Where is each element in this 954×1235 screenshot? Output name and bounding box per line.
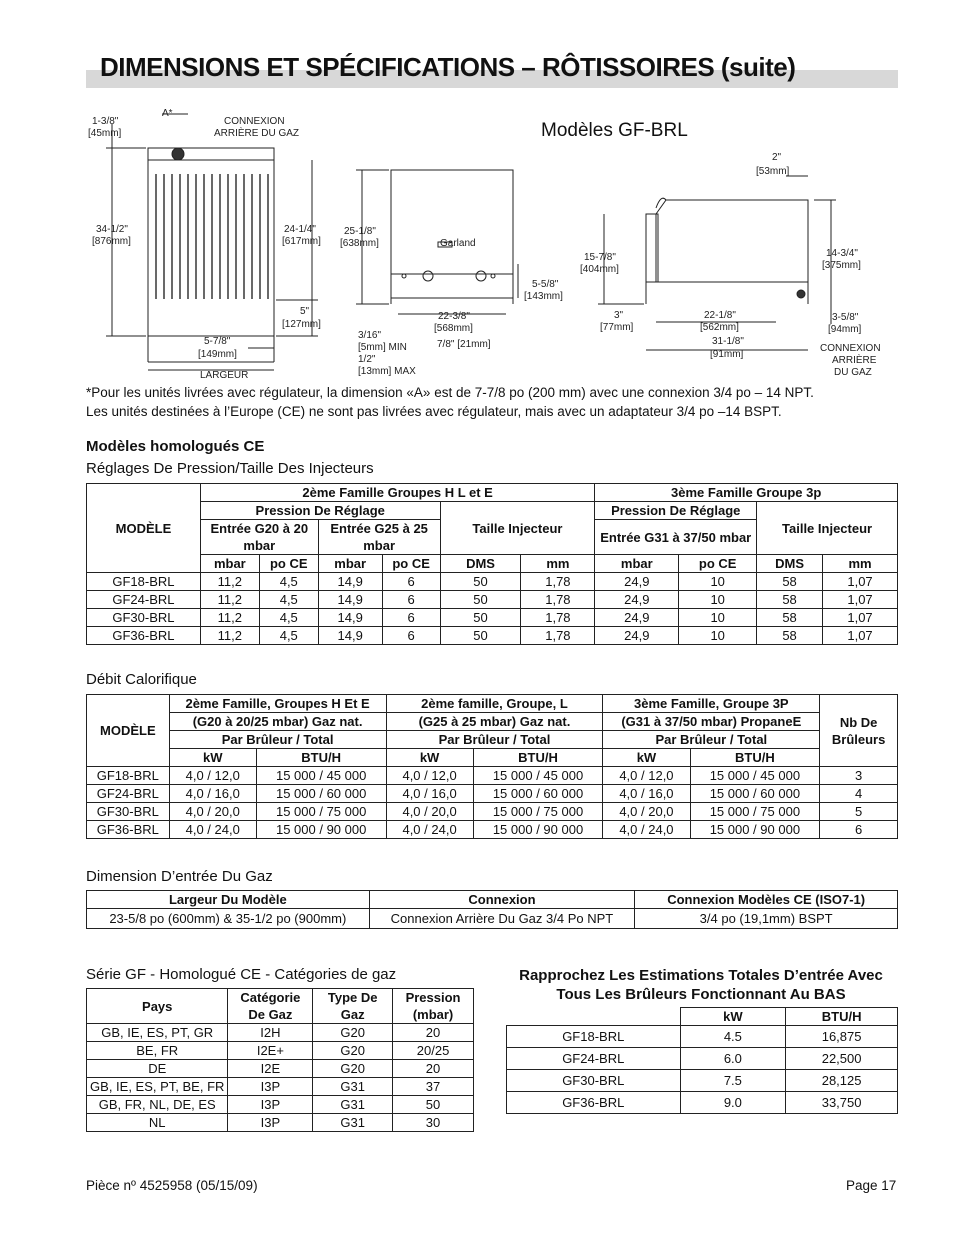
dim-label: 1-3/8" [92, 116, 119, 127]
unit-header: mbar [595, 555, 679, 573]
table-cell: 6 [382, 573, 440, 591]
table-cell: Connexion Arrière Du Gaz 3/4 Po NPT [369, 909, 635, 929]
header-per-burner: Par Brûleur / Total [169, 731, 386, 749]
table-cell: 24,9 [595, 627, 679, 645]
table-cell: G20 [313, 1042, 393, 1060]
header-gas-type: Type De Gaz [313, 989, 393, 1024]
row-label: GF18-BRL [87, 573, 201, 591]
unit-header: mbar [200, 555, 259, 573]
table-cell: 1,78 [521, 609, 595, 627]
header-kw: kW [680, 1008, 786, 1026]
page-number: Page 17 [846, 1178, 897, 1193]
unit-header: po CE [259, 555, 318, 573]
table-cell: 11,2 [200, 573, 259, 591]
header-category: Catégorie De Gaz [228, 989, 313, 1024]
table-cell: 22,500 [786, 1048, 898, 1070]
dim-label: 31-1/8" [712, 336, 744, 347]
table-cell: 15 000 / 60 000 [256, 785, 386, 803]
table-cell: 33,750 [786, 1092, 898, 1114]
table-cell: 4,5 [259, 591, 318, 609]
col-burners: Nb De Brûleurs [820, 695, 898, 767]
header-btu: BTU/H [786, 1008, 898, 1026]
dim-label: [876mm] [92, 236, 131, 247]
header-group2: 2ème famille, Groupe, L [386, 695, 603, 713]
dim-label: [94mm] [828, 324, 862, 335]
header-fam3: 3ème Famille Groupe 3p [595, 484, 898, 502]
table-cell: 20 [393, 1060, 474, 1078]
models-heading: Modèles GF-BRL [541, 120, 688, 141]
table-cell: 1,07 [823, 591, 898, 609]
dim-label: [404mm] [580, 264, 619, 275]
dim-label: 3" [614, 310, 624, 321]
table-cell: I3P [228, 1096, 313, 1114]
pressure-table [86, 483, 898, 645]
dim-label: 5-7/8" [204, 336, 231, 347]
dim-label: [149mm] [198, 349, 237, 360]
approx-table-body [507, 1026, 898, 1114]
table-cell: 11,2 [200, 591, 259, 609]
row-label: GF36-BRL [507, 1092, 681, 1114]
table-cell: 15 000 / 90 000 [473, 821, 603, 839]
table-cell: 15 000 / 90 000 [690, 821, 820, 839]
dim-label: LARGEUR [200, 370, 249, 381]
table-row [87, 803, 898, 821]
table-row [87, 767, 898, 785]
side-front-body [391, 170, 513, 298]
table-row [507, 1048, 898, 1070]
dimension-diagram [86, 104, 898, 384]
table-cell: 50 [440, 609, 521, 627]
dim-label: 5-5/8" [532, 279, 559, 290]
table-cell: I2H [228, 1024, 313, 1042]
note-line-2: Les unités destinées à l’Europe (CE) ne sont pas livrées avec régulateur, mais avec un adaptateur 3/4 po –14 BSPT. [86, 404, 782, 419]
front-view-body [148, 160, 274, 336]
category-table-body [87, 1024, 474, 1132]
table-cell: 4,0 / 24,0 [603, 821, 690, 839]
unit-header: mbar [318, 555, 382, 573]
row-label: DE [87, 1060, 228, 1078]
page-title: DIMENSIONS ET SPÉCIFICATIONS – RÔTISSOIRES (suite) [100, 52, 796, 82]
table-row [87, 591, 898, 609]
dim-label: DU GAZ [834, 367, 872, 378]
header-g25: Entrée G25 à 25 mbar [318, 520, 440, 555]
header-sub3: (G31 à 37/50 mbar) PropaneE [603, 713, 820, 731]
dim-label: 24-1/4" [284, 224, 316, 235]
table-cell: 23-5/8 po (600mm) & 35-1/2 po (900mm) [87, 909, 370, 929]
dim-label: [568mm] [434, 323, 473, 334]
row-label: GF24-BRL [87, 591, 201, 609]
table-cell: 4,0 / 12,0 [169, 767, 256, 785]
table-cell: 10 [679, 591, 757, 609]
table-cell: 4,0 / 20,0 [603, 803, 690, 821]
unit-header: mm [521, 555, 595, 573]
header-connection: Connexion [369, 891, 635, 909]
table-cell: 4,5 [259, 609, 318, 627]
dim-label: [45mm] [88, 128, 122, 139]
dim-label: 7/8" [21mm] [437, 339, 491, 350]
table-cell: G31 [313, 1078, 393, 1096]
table-cell: 28,125 [786, 1070, 898, 1092]
dim-label: 22-3/8" [438, 311, 470, 322]
table-cell: 1,78 [521, 573, 595, 591]
table-cell: 6.0 [680, 1048, 786, 1070]
row-label: GF36-BRL [87, 627, 201, 645]
table-cell: 50 [440, 627, 521, 645]
row-label: GF24-BRL [507, 1048, 681, 1070]
table-cell: 4,0 / 16,0 [169, 785, 256, 803]
dim-label: [77mm] [600, 322, 634, 333]
table-row [87, 609, 898, 627]
header-taille: Taille Injecteur [440, 502, 595, 555]
header-sub2: (G25 à 25 mbar) Gaz nat. [386, 713, 603, 731]
header-pression: Pression De Réglage [200, 502, 440, 520]
table-cell: 4,0 / 12,0 [386, 767, 473, 785]
dim-label: 3/16" [358, 330, 382, 341]
unit-kw: kW [169, 749, 256, 767]
pressure-heading: Réglages De Pression/Taille Des Injecteurs [86, 460, 374, 477]
table-row [87, 785, 898, 803]
table-cell: 14,9 [318, 573, 382, 591]
table-cell: 4,0 / 24,0 [169, 821, 256, 839]
row-label: BE, FR [87, 1042, 228, 1060]
table-cell: 6 [382, 627, 440, 645]
side-view-body [656, 200, 808, 282]
dim-label: [13mm] MAX [358, 366, 416, 377]
dim-label: [143mm] [524, 291, 563, 302]
brand-label: Garland [440, 238, 476, 249]
dim-label: 3-5/8" [832, 312, 859, 323]
dim-label: 25-1/8" [344, 226, 376, 237]
header-pression: Pression De Réglage [595, 502, 757, 520]
table-row [507, 1092, 898, 1114]
dim-label: 15-7/8" [584, 252, 616, 263]
row-label: NL [87, 1114, 228, 1132]
table-cell: 15 000 / 45 000 [473, 767, 603, 785]
table-cell: 15 000 / 60 000 [473, 785, 603, 803]
part-number: Pièce nº 4525958 (05/15/09) [86, 1178, 258, 1193]
dim-label: 1/2" [358, 354, 376, 365]
table-cell: 6 [820, 821, 898, 839]
approx-heading: Rapprochez Les Estimations Totales D’entrée Avec Tous Les Brûleurs Fonctionnant Au BAS [519, 967, 883, 1003]
table-cell: 15 000 / 75 000 [256, 803, 386, 821]
header-ce-connection: Connexion Modèles CE (ISO7-1) [635, 891, 898, 909]
table-row [87, 573, 898, 591]
heat-table-body [87, 767, 898, 839]
table-cell: 1,07 [823, 609, 898, 627]
heat-heading: Débit Calorifique [86, 671, 197, 688]
table-cell: 58 [757, 591, 823, 609]
table-cell: 4,0 / 12,0 [603, 767, 690, 785]
row-label: GB, IE, ES, PT, BE, FR [87, 1078, 228, 1096]
table-cell: 50 [393, 1096, 474, 1114]
table-cell: 4,0 / 20,0 [386, 803, 473, 821]
table-row [87, 1042, 474, 1060]
table-cell: 15 000 / 90 000 [256, 821, 386, 839]
dim-label: 34-1/2" [96, 224, 128, 235]
table-cell: G31 [313, 1114, 393, 1132]
table-row [87, 1024, 474, 1042]
unit-btu: BTU/H [256, 749, 386, 767]
table-row [87, 1060, 474, 1078]
table-cell: 14,9 [318, 627, 382, 645]
table-cell: 20 [393, 1024, 474, 1042]
table-cell: 24,9 [595, 609, 679, 627]
table-cell: 3/4 po (19,1mm) BSPT [635, 909, 898, 929]
header-per-burner: Par Brûleur / Total [386, 731, 603, 749]
table-cell: G20 [313, 1060, 393, 1078]
col-model: MODÈLE [87, 695, 170, 767]
row-label: GF18-BRL [507, 1026, 681, 1048]
table-cell: 24,9 [595, 573, 679, 591]
table-cell: 50 [440, 573, 521, 591]
table-cell: 37 [393, 1078, 474, 1096]
table-row [507, 1026, 898, 1048]
category-heading: Série GF - Homologué CE - Catégories de gaz [86, 966, 397, 983]
header-pressure: Pression (mbar) [393, 989, 474, 1024]
unit-kw: kW [603, 749, 690, 767]
table-cell: 15 000 / 60 000 [690, 785, 820, 803]
header-per-burner: Par Brûleur / Total [603, 731, 820, 749]
dim-label: [91mm] [710, 349, 744, 360]
category-table [86, 988, 474, 1132]
table-cell: 4.5 [680, 1026, 786, 1048]
row-label: GF30-BRL [87, 609, 201, 627]
row-label: GB, FR, NL, DE, ES [87, 1096, 228, 1114]
table-cell: 1,07 [823, 627, 898, 645]
table-cell: 16,875 [786, 1026, 898, 1048]
header-g20: Entrée G20 à 20 mbar [200, 520, 318, 555]
header-sub1: (G20 à 20/25 mbar) Gaz nat. [169, 713, 386, 731]
table-cell: 11,2 [200, 609, 259, 627]
table-row [87, 1096, 474, 1114]
table-cell: G20 [313, 1024, 393, 1042]
approx-table [506, 1007, 898, 1114]
dim-label: [375mm] [822, 260, 861, 271]
table-cell: 10 [679, 609, 757, 627]
unit-header: DMS [440, 555, 521, 573]
dim-label: [127mm] [282, 319, 321, 330]
dim-label: [5mm] MIN [358, 342, 407, 353]
ce-heading: Modèles homologués CE [86, 438, 265, 455]
table-cell: 58 [757, 573, 823, 591]
row-label: GF24-BRL [87, 785, 170, 803]
gas-heading: Dimension D’entrée Du Gaz [86, 868, 273, 885]
table-cell: G31 [313, 1096, 393, 1114]
dim-label: ARRIÈRE [832, 355, 877, 366]
row-label: GF30-BRL [87, 803, 170, 821]
header-taille: Taille Injecteur [757, 502, 898, 555]
gas-table [86, 890, 898, 929]
unit-kw: kW [386, 749, 473, 767]
header-group3: 3ème Famille, Groupe 3P [603, 695, 820, 713]
table-cell: 10 [679, 627, 757, 645]
table-cell: 30 [393, 1114, 474, 1132]
table-cell: 4,0 / 24,0 [386, 821, 473, 839]
table-cell: 5 [820, 803, 898, 821]
unit-header: mm [823, 555, 898, 573]
note-line-1: *Pour les unités livrées avec régulateur, la dimension «A» est de 7-7/8 po (200 mm) avec une connexion 3/4 po – 14 NPT. [86, 385, 814, 400]
table-cell: I2E [228, 1060, 313, 1078]
header-country: Pays [87, 989, 228, 1024]
table-cell: 58 [757, 627, 823, 645]
row-label: GF18-BRL [87, 767, 170, 785]
table-row [507, 1070, 898, 1092]
unit-header: DMS [757, 555, 823, 573]
table-cell: 15 000 / 75 000 [690, 803, 820, 821]
pressure-table-body [87, 573, 898, 645]
col-model: MODÈLE [87, 484, 201, 573]
table-row [87, 1078, 474, 1096]
unit-btu: BTU/H [473, 749, 603, 767]
unit-btu: BTU/H [690, 749, 820, 767]
table-cell: 4,0 / 16,0 [386, 785, 473, 803]
row-label: GB, IE, ES, PT, GR [87, 1024, 228, 1042]
header-group1: 2ème Famille, Groupes H Et E [169, 695, 386, 713]
empty-corner [507, 1008, 681, 1026]
dim-label: 14-3/4" [826, 248, 858, 259]
header-fam2: 2ème Famille Groupes H L et E [200, 484, 594, 502]
dim-label: [562mm] [700, 322, 739, 333]
dim-label: [53mm] [756, 166, 790, 177]
table-cell: 15 000 / 45 000 [256, 767, 386, 785]
table-cell: I2E+ [228, 1042, 313, 1060]
table-cell: 1,78 [521, 591, 595, 609]
table-row [87, 627, 898, 645]
table-cell: 11,2 [200, 627, 259, 645]
dim-label: 2" [772, 152, 782, 163]
table-cell: I3P [228, 1078, 313, 1096]
table-cell: 7.5 [680, 1070, 786, 1092]
table-row [87, 1114, 474, 1132]
table-cell: 24,9 [595, 591, 679, 609]
table-cell: 1,78 [521, 627, 595, 645]
dim-label: 22-1/8" [704, 310, 736, 321]
table-cell: 14,9 [318, 591, 382, 609]
unit-header: po CE [679, 555, 757, 573]
table-cell: 15 000 / 75 000 [473, 803, 603, 821]
table-cell: 20/25 [393, 1042, 474, 1060]
table-cell: 6 [382, 609, 440, 627]
table-cell: 6 [382, 591, 440, 609]
table-cell: I3P [228, 1114, 313, 1132]
dim-label: [617mm] [282, 236, 321, 247]
row-label: GF36-BRL [87, 821, 170, 839]
table-cell: 15 000 / 45 000 [690, 767, 820, 785]
table-cell: 9.0 [680, 1092, 786, 1114]
dim-label: [638mm] [340, 238, 379, 249]
header-g31: Entrée G31 à 37/50 mbar [595, 520, 757, 555]
table-cell: 10 [679, 573, 757, 591]
table-cell: 4,0 / 20,0 [169, 803, 256, 821]
table-cell: 3 [820, 767, 898, 785]
row-label: GF30-BRL [507, 1070, 681, 1092]
unit-header: po CE [382, 555, 440, 573]
table-row [87, 821, 898, 839]
table-cell: 58 [757, 609, 823, 627]
table-cell: 14,9 [318, 609, 382, 627]
table-cell: 4,5 [259, 627, 318, 645]
heat-table [86, 694, 898, 839]
table-cell: 4,0 / 16,0 [603, 785, 690, 803]
table-cell: 4 [820, 785, 898, 803]
dim-label: CONNEXION [224, 116, 285, 127]
table-cell: 50 [440, 591, 521, 609]
table-cell: 1,07 [823, 573, 898, 591]
table-cell: 4,5 [259, 573, 318, 591]
dim-label: 5" [300, 306, 310, 317]
dim-a-star: A* [162, 108, 173, 119]
dim-label: CONNEXION [820, 343, 881, 354]
dim-label: ARRIÈRE DU GAZ [214, 128, 300, 139]
header-width: Largeur Du Modèle [87, 891, 370, 909]
